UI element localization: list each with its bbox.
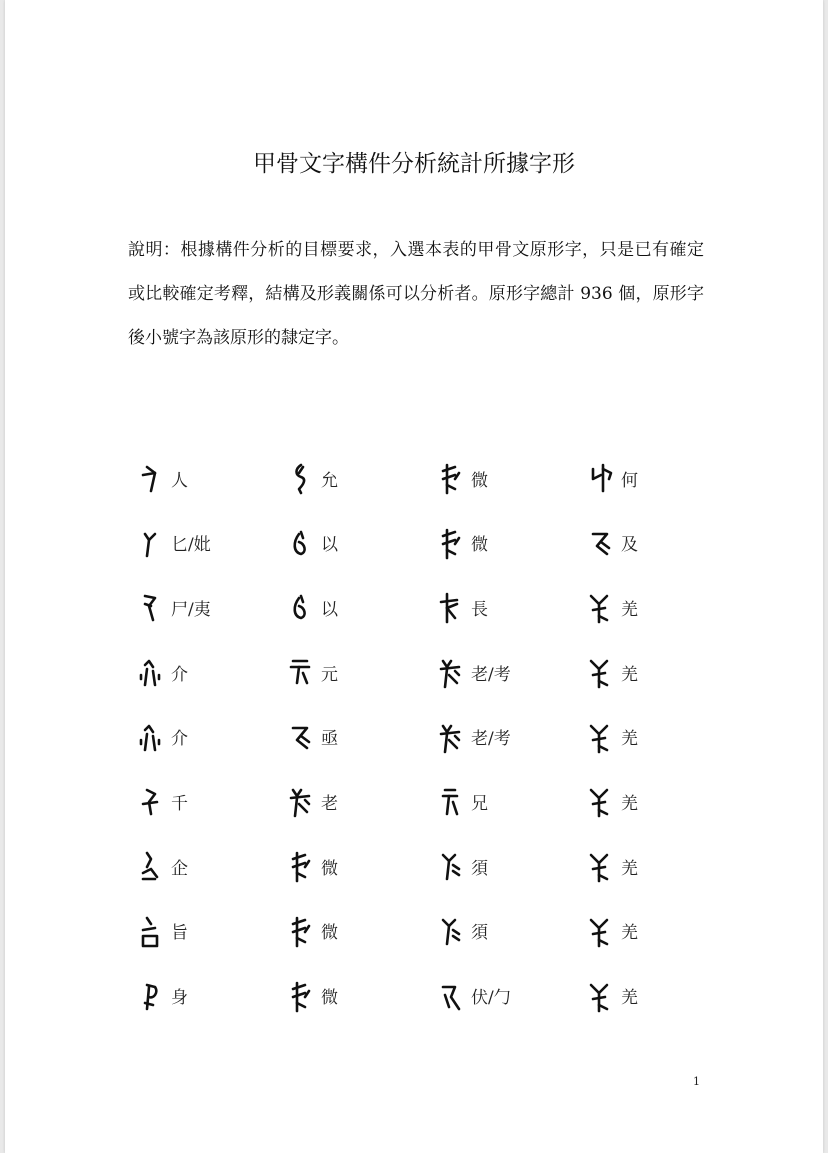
glyph-entry	[433, 521, 583, 565]
glyph-entry	[283, 650, 433, 694]
glyph-entry	[283, 779, 433, 823]
glyph-label: 尸/夷	[171, 599, 211, 620]
yi-glyph-icon	[283, 524, 317, 562]
glyph-label: 匕/妣	[171, 535, 211, 556]
glyph-entry	[433, 650, 583, 694]
glyph-label: 介	[171, 664, 188, 685]
glyph-entry	[133, 779, 283, 823]
glyph-label: 千	[171, 793, 188, 814]
glyph-label: 身	[171, 988, 188, 1008]
glyph-label: 允	[321, 470, 338, 491]
glyph-label: 伏/勹	[471, 988, 511, 1008]
glyph-entry	[583, 456, 733, 500]
glyph-entry	[433, 715, 583, 759]
glyph-entry	[283, 715, 433, 759]
glyph-label: 羌	[621, 793, 638, 814]
yun-glyph-icon	[283, 459, 317, 497]
lao-glyph-icon	[433, 653, 467, 691]
glyph-entry	[283, 585, 433, 629]
ren-glyph-icon	[133, 459, 167, 497]
glyph-label: 羌	[621, 664, 638, 685]
glyph-label: 老/考	[471, 664, 511, 685]
qi-glyph-icon	[133, 847, 167, 885]
glyph-label: 旨	[171, 923, 188, 944]
glyph-entry	[133, 909, 283, 953]
shen-glyph-icon	[133, 977, 167, 1015]
glyph-entry	[583, 521, 733, 565]
glyph-label: 介	[171, 729, 188, 750]
explanatory-note: 說明：根據構件分析的目標要求，入選本表的甲骨文原形字，只是已有確定或比較確定考釋，結構及形義關係可以分析者。原形字總計 936 個，原形字後小號字為該原形的隸定字。	[128, 240, 704, 348]
glyph-label: 以	[321, 535, 338, 556]
glyph-entry	[433, 909, 583, 953]
ji-glyph-icon	[583, 524, 617, 562]
qiang-glyph-icon	[583, 977, 617, 1015]
glyph-entry	[133, 521, 283, 565]
glyph-entry	[583, 715, 733, 759]
lao-glyph-icon	[433, 718, 467, 756]
glyph-label: 羌	[621, 858, 638, 879]
wei-glyph-icon	[433, 459, 467, 497]
qiang-glyph-icon	[583, 718, 617, 756]
glyph-entry	[283, 974, 433, 1018]
jie-glyph-icon	[133, 653, 167, 691]
glyph-label: 長	[471, 599, 488, 620]
glyph-label: 須	[471, 923, 488, 944]
glyph-entry	[133, 650, 283, 694]
glyph-label: 羌	[621, 923, 638, 944]
glyph-entry	[133, 585, 283, 629]
wei-glyph-icon	[433, 524, 467, 562]
glyph-label: 微	[321, 923, 338, 944]
glyph-entry	[133, 844, 283, 888]
shi-glyph-icon	[133, 588, 167, 626]
glyph-label: 微	[471, 535, 488, 556]
yuan-glyph-icon	[283, 653, 317, 691]
glyph-entry	[283, 844, 433, 888]
bi-glyph-icon	[133, 524, 167, 562]
glyph-entry	[283, 909, 433, 953]
xu-glyph-icon	[433, 847, 467, 885]
glyph-entry	[133, 456, 283, 500]
yi-glyph-icon	[283, 588, 317, 626]
page-number: 1	[693, 1075, 700, 1088]
ji-glyph-icon	[283, 718, 317, 756]
qiang-glyph-icon	[583, 588, 617, 626]
glyph-label: 及	[621, 535, 638, 556]
zhi-glyph-icon	[133, 912, 167, 950]
jie-glyph-icon	[133, 718, 167, 756]
glyph-label: 亟	[321, 729, 338, 750]
glyph-label: 羌	[621, 988, 638, 1008]
he-glyph-icon	[583, 459, 617, 497]
glyph-entry	[583, 974, 733, 1018]
glyph-entry	[433, 779, 583, 823]
qian-glyph-icon	[133, 782, 167, 820]
glyph-label: 微	[321, 988, 338, 1008]
qiang-glyph-icon	[583, 912, 617, 950]
glyph-label: 羌	[621, 599, 638, 620]
glyph-entry	[583, 844, 733, 888]
glyph-entry	[433, 844, 583, 888]
glyph-label: 老/考	[471, 729, 511, 750]
wei-glyph-icon	[283, 977, 317, 1015]
glyph-label: 須	[471, 858, 488, 879]
glyph-table	[133, 456, 733, 1038]
glyph-label: 人	[171, 470, 188, 491]
glyph-entry	[583, 779, 733, 823]
glyph-entry	[583, 585, 733, 629]
glyph-label: 微	[471, 470, 488, 491]
qiang-glyph-icon	[583, 653, 617, 691]
glyph-entry	[283, 456, 433, 500]
glyph-label: 以	[321, 599, 338, 620]
chang-glyph-icon	[433, 588, 467, 626]
glyph-label: 羌	[621, 729, 638, 750]
glyph-entry	[433, 456, 583, 500]
xu-glyph-icon	[433, 912, 467, 950]
glyph-label: 老	[321, 793, 338, 814]
page-title: 甲骨文字構件分析統計所據字形	[253, 151, 575, 177]
glyph-entry	[133, 974, 283, 1018]
glyph-entry	[433, 585, 583, 629]
xiong-glyph-icon	[433, 782, 467, 820]
glyph-entry	[433, 974, 583, 1018]
wei-glyph-icon	[283, 912, 317, 950]
glyph-label: 兄	[471, 793, 488, 814]
qiang-glyph-icon	[583, 782, 617, 820]
fu-glyph-icon	[433, 977, 467, 1015]
wei-glyph-icon	[283, 847, 317, 885]
glyph-entry	[283, 521, 433, 565]
glyph-entry	[583, 909, 733, 953]
glyph-label: 何	[621, 470, 638, 491]
glyph-label: 元	[321, 664, 338, 685]
lao-glyph-icon	[283, 782, 317, 820]
glyph-label: 企	[171, 858, 188, 879]
glyph-entry	[583, 650, 733, 694]
glyph-entry	[133, 715, 283, 759]
document-page	[5, 0, 823, 1153]
qiang-glyph-icon	[583, 847, 617, 885]
glyph-label: 微	[321, 858, 338, 879]
